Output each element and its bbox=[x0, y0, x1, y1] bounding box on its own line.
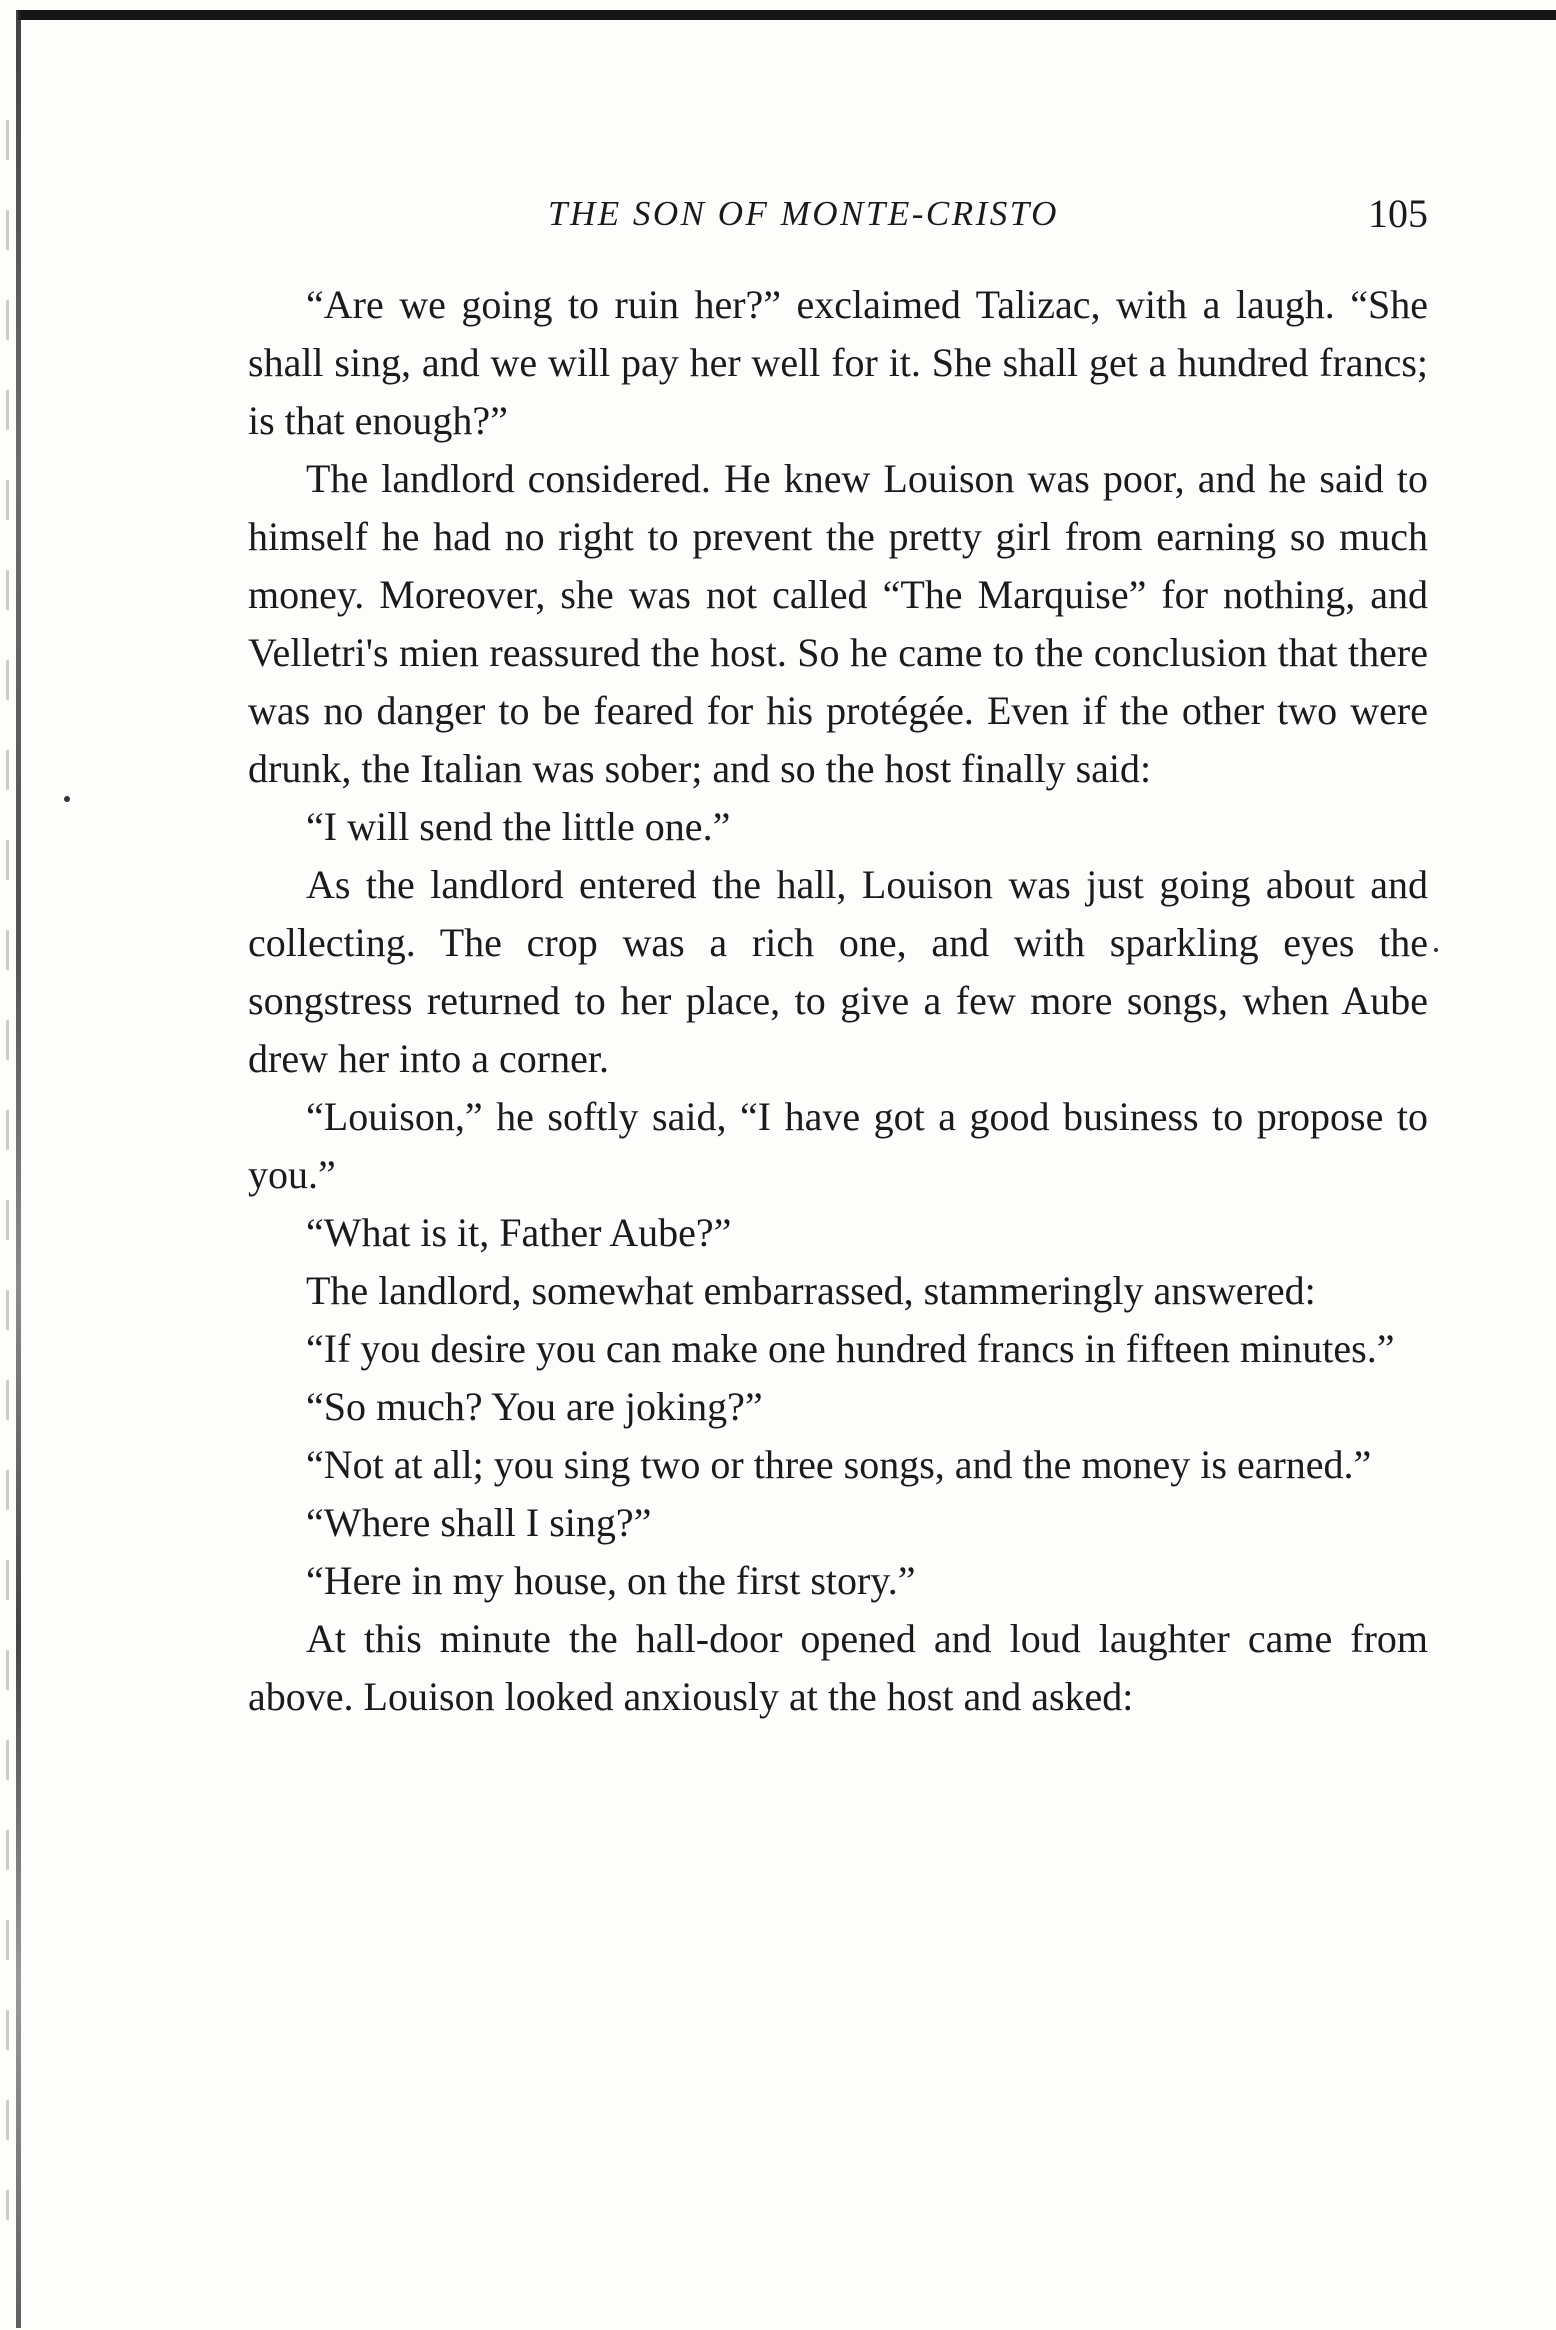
scan-top-border bbox=[18, 10, 1556, 20]
paragraph: “I will send the little one.” bbox=[306, 804, 731, 849]
paragraph: “If you desire you can make one hundred francs in fifteen minutes.” bbox=[306, 1326, 1395, 1371]
scan-left-edge bbox=[16, 10, 21, 2328]
paragraph: “Not at all; you sing two or three songs, and the money is earned.” bbox=[306, 1442, 1372, 1487]
paragraph: “Here in my house, on the first story.” bbox=[306, 1558, 916, 1603]
body-text bbox=[248, 276, 1428, 1726]
paragraph: “Are we going to ruin her?” exclaimed Talizac, with a laugh. “She shall sing, and we will pay her well for it. She shall get a hundred francs; is that enough?” bbox=[248, 282, 1428, 443]
paragraph: “Louison,” he softly said, “I have got a good business to propose to you.” bbox=[248, 1094, 1428, 1197]
paragraph: “So much? You are joking?” bbox=[306, 1384, 763, 1429]
paragraph: As the landlord entered the hall, Louison was just going about and collecting. The crop was a rich one, and with sparkling eyes the songstress returned to her place, to give a few more songs, when Aube drew her into a corner. bbox=[248, 862, 1428, 1081]
paragraph bbox=[248, 450, 1428, 798]
page-header bbox=[248, 190, 1428, 246]
scan-speck bbox=[1434, 948, 1438, 952]
paragraph: “Where shall I sing?” bbox=[306, 1500, 652, 1545]
page-number: 105 bbox=[1368, 191, 1428, 236]
scan-edge-shadow bbox=[6, 120, 9, 2220]
scan-speck bbox=[64, 796, 70, 802]
paragraph-text: The landlord considered. He knew Louison was poor, and he said to himself he had no right to prevent the pretty girl from earning so much money. Moreover, she was not called “The Marquise” for nothing, and Velletri's mien reassured the host. So he came to the conclusion that there was no danger to be feared for his protégée. Even if the other two were drunk, the Italian was sober; and so the host finally said: bbox=[248, 456, 1428, 791]
paragraph: The landlord, somewhat embarrassed, stammeringly answered: bbox=[306, 1268, 1316, 1313]
paragraph: At this minute the hall-door opened and loud laughter came from above. Louison looked anxiously at the host and asked: bbox=[248, 1616, 1428, 1719]
running-title: THE SON OF MONTE-CRISTO bbox=[548, 194, 1059, 233]
paragraph: “What is it, Father Aube?” bbox=[306, 1210, 732, 1255]
